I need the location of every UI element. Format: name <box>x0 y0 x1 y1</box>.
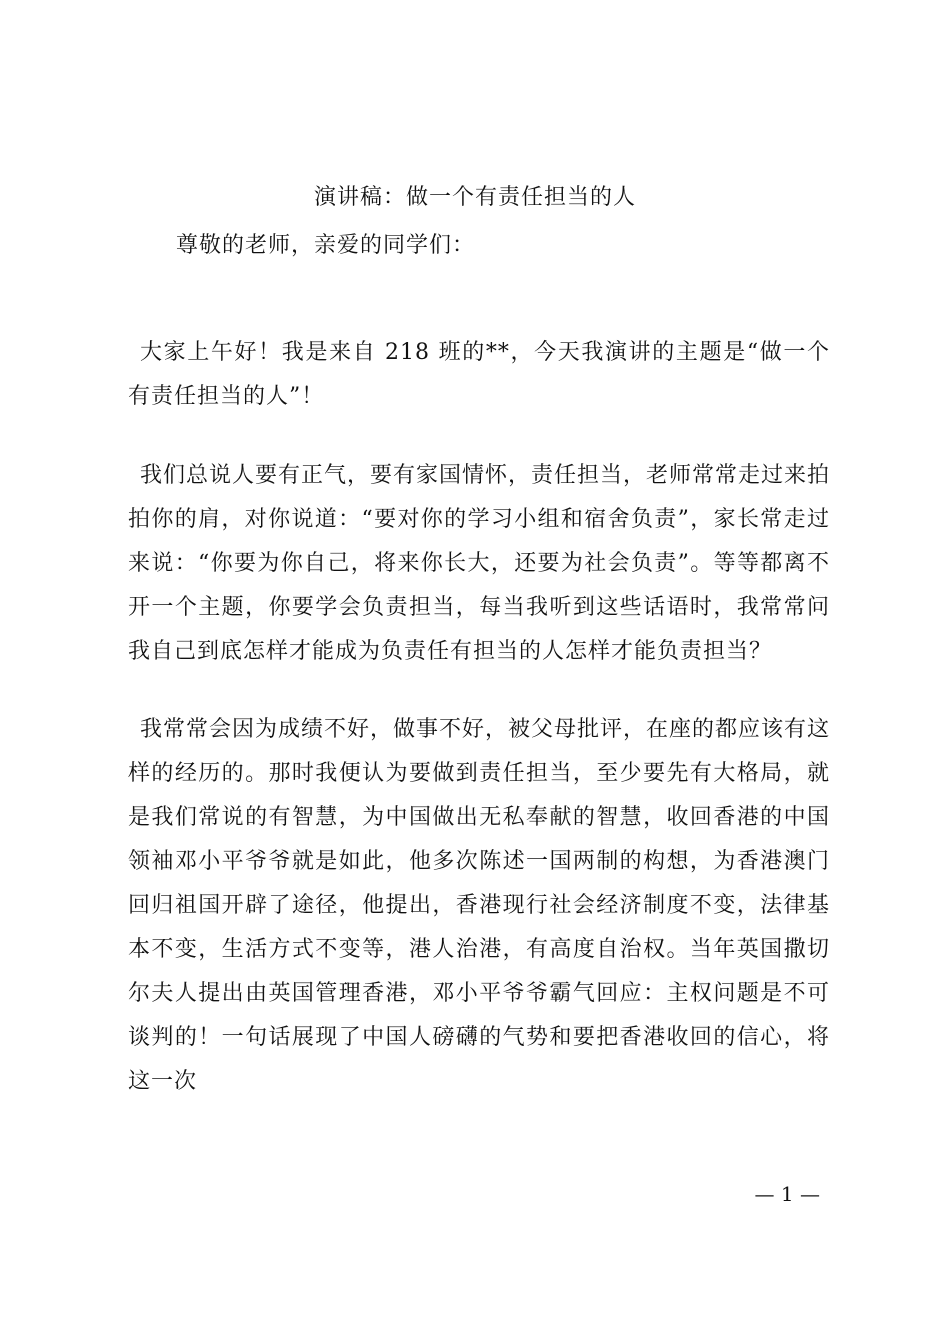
paragraph-greeting: 大家上午好！我是来自 218 班的**，今天我演讲的主题是“做一个有责任担当的人”！ <box>128 340 830 409</box>
paragraph-deng-xiaoping: 我常常会因为成绩不好，做事不好，被父母批评，在座的都应该有这样的经历的。那时我便认为要做到责任担当，至少要先有大格局，就是我们常说的有智慧，为中国做出无私奉献的智慧，收回香港的中国领袖邓小平爷爷就是如此，他多次陈述一国两制的构想，为香港澳门回归祖国开辟了途径，他提出，香港现行社会经济制度不变，法律基本不变，生活方式不变等，港人治港，有高度自治权。当年英国撒切尔夫人提出由英国管理香港，邓小平爷爷霸气回应：主权问题是不可谈判的！一句话展现了中国人磅礴的气势和要把香港收回的信心，将这一次 <box>128 717 831 1094</box>
salutation: 尊敬的老师，亲爱的同学们： <box>176 233 476 258</box>
document-title: 演讲稿：做一个有责任担当的人 <box>313 185 636 210</box>
paragraph-responsibility: 我们总说人要有正气，要有家国情怀，责任担当，老师常常走过来拍拍你的肩，对你说道：“要对你的学习小组和宿舍负责”，家长常走过来说：“你要为你自己，将来你长大，还要为社会负责”。等等都离不开一个主题，你要学会负责担当，每当我听到这些话语时，我常常问我自己到底怎样才能成为负责任有担当的人怎样才能负责担当？ <box>128 463 831 664</box>
page-number: — 1 — <box>754 1182 820 1206</box>
